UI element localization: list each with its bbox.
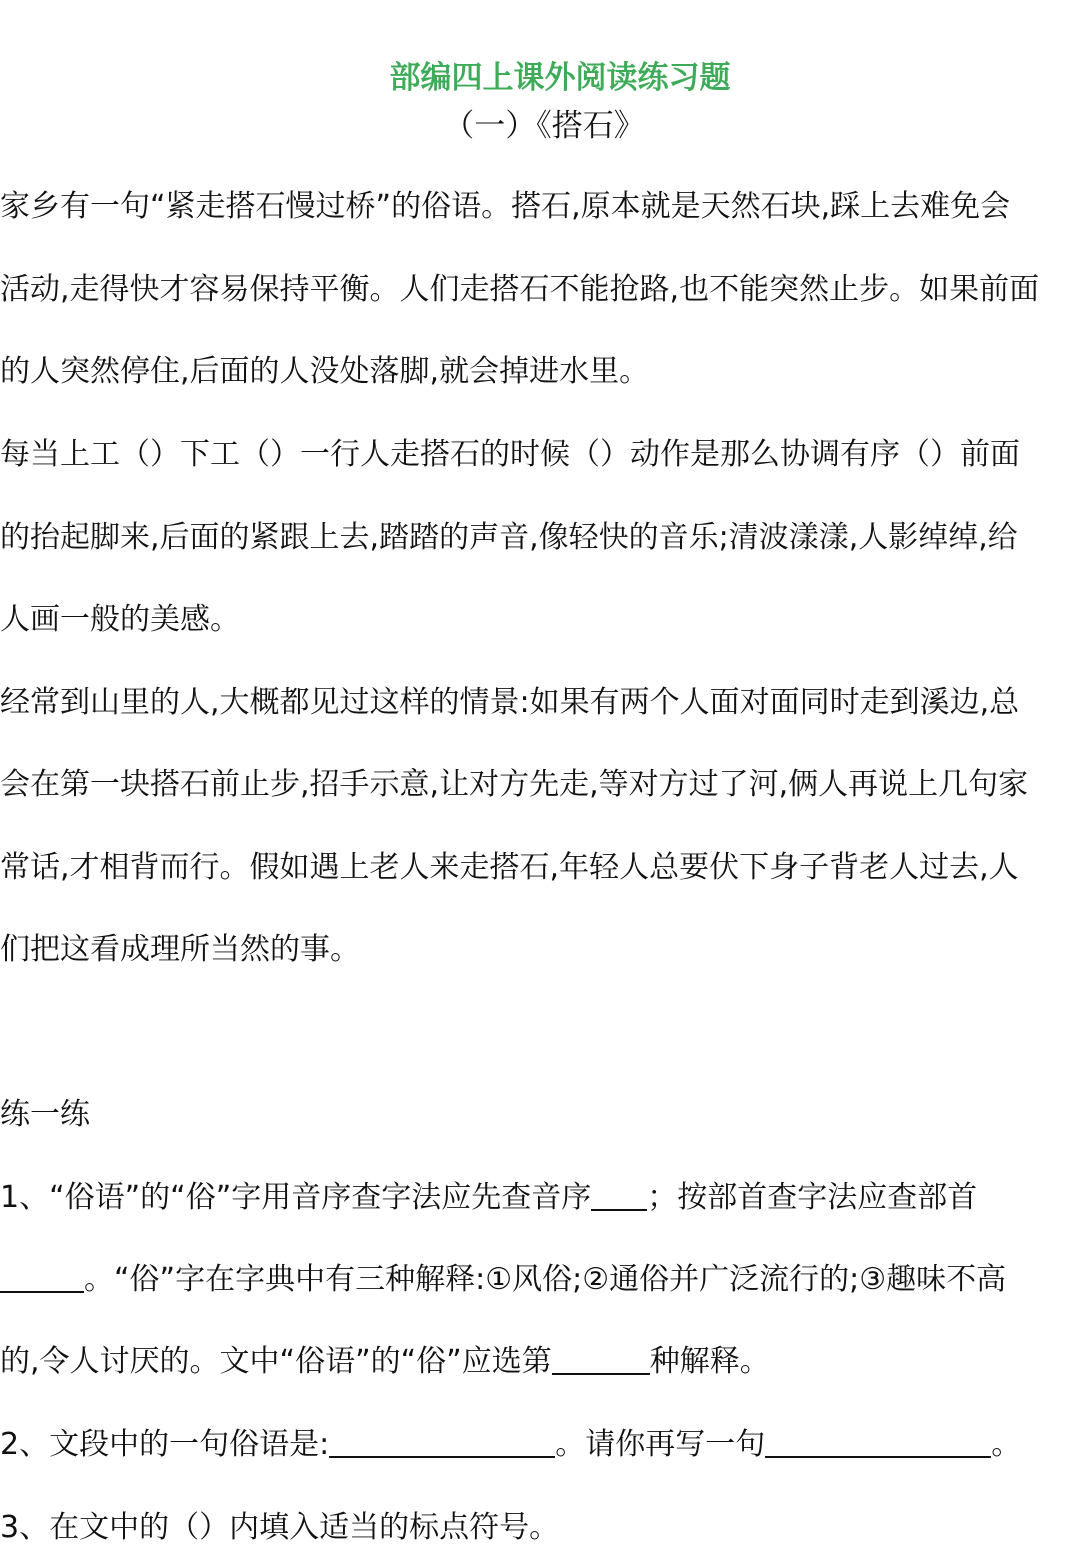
question-2-line [0,1423,1080,1467]
question-1-text-a: 1、“俗语”的“俗”字用音序查字法应先查音序 [0,1180,592,1215]
passage-title: （一）《搭石》 [443,108,645,144]
passage-line-7: 经常到山里的人,大概都见过这样的情景:如果有两个人面对面同时走到溪边,总 [0,685,1020,720]
question-2-text-b: 。请你再写一句 [555,1427,766,1462]
answer-blank-radical[interactable] [0,1261,84,1293]
question-1-text-c: 。“俗”字在字典中有三种解释:①风俗;②通俗并广泛流行的;③趣味不高 [84,1262,1007,1297]
passage-line-5: 的抬起脚来,后面的紧跟上去,踏踏的声音,像轻快的音乐;清波漾漾,人影绰绰,给 [0,520,1018,555]
passage-line-9: 常话,才相背而行。假如遇上老人来走搭石,年轻人总要伏下身子背老人过去,人 [0,850,1019,885]
answer-blank-another-proverb[interactable] [765,1426,991,1458]
passage-line-1: 家乡有一句“紧走搭石慢过桥”的俗语。搭石,原本就是天然石块,踩上去难免会 [0,189,1011,224]
passage-line-2: 活动,走得快才容易保持平衡。人们走搭石不能抢路,也不能突然止步。如果前面 [0,272,1040,307]
page-title: 部编四上课外阅读练习题 [389,60,731,96]
passage-line-8: 会在第一块搭石前止步,招手示意,让对方先走,等对方过了河,俩人再说上几句家 [0,767,1029,802]
answer-blank-proverb[interactable] [329,1426,555,1458]
passage-line-10: 们把这看成理所当然的事。 [0,932,360,967]
question-1-text-e: 种解释。 [649,1344,770,1379]
passage-line-3: 的人突然停住,后面的人没处落脚,就会掉进水里。 [0,354,650,389]
answer-blank-meaning[interactable] [552,1343,650,1375]
question-2-text-c: 。 [991,1427,1022,1462]
passage-line-6: 人画一般的美感。 [0,602,240,637]
question-1-line-1 [0,1176,1080,1220]
question-1-text-d: 的,令人讨厌的。文中“俗语”的“俗”应选第 [0,1344,552,1379]
question-1-line-2 [0,1258,1080,1302]
question-1-text-b: ；按部首查字法应查部首 [647,1180,978,1215]
passage-line-4: 每当上工（）下工（）一行人走搭石的时候（）动作是那么协调有序（）前面 [0,437,1020,472]
exercise-heading: 练一练 [0,1097,90,1132]
answer-blank-initial[interactable] [591,1179,647,1211]
question-1-line-3 [0,1340,1080,1384]
question-3-line: 3、在文中的（）内填入适当的标点符号。 [0,1510,560,1545]
question-2-text-a: 2、文段中的一句俗语是: [0,1427,330,1462]
